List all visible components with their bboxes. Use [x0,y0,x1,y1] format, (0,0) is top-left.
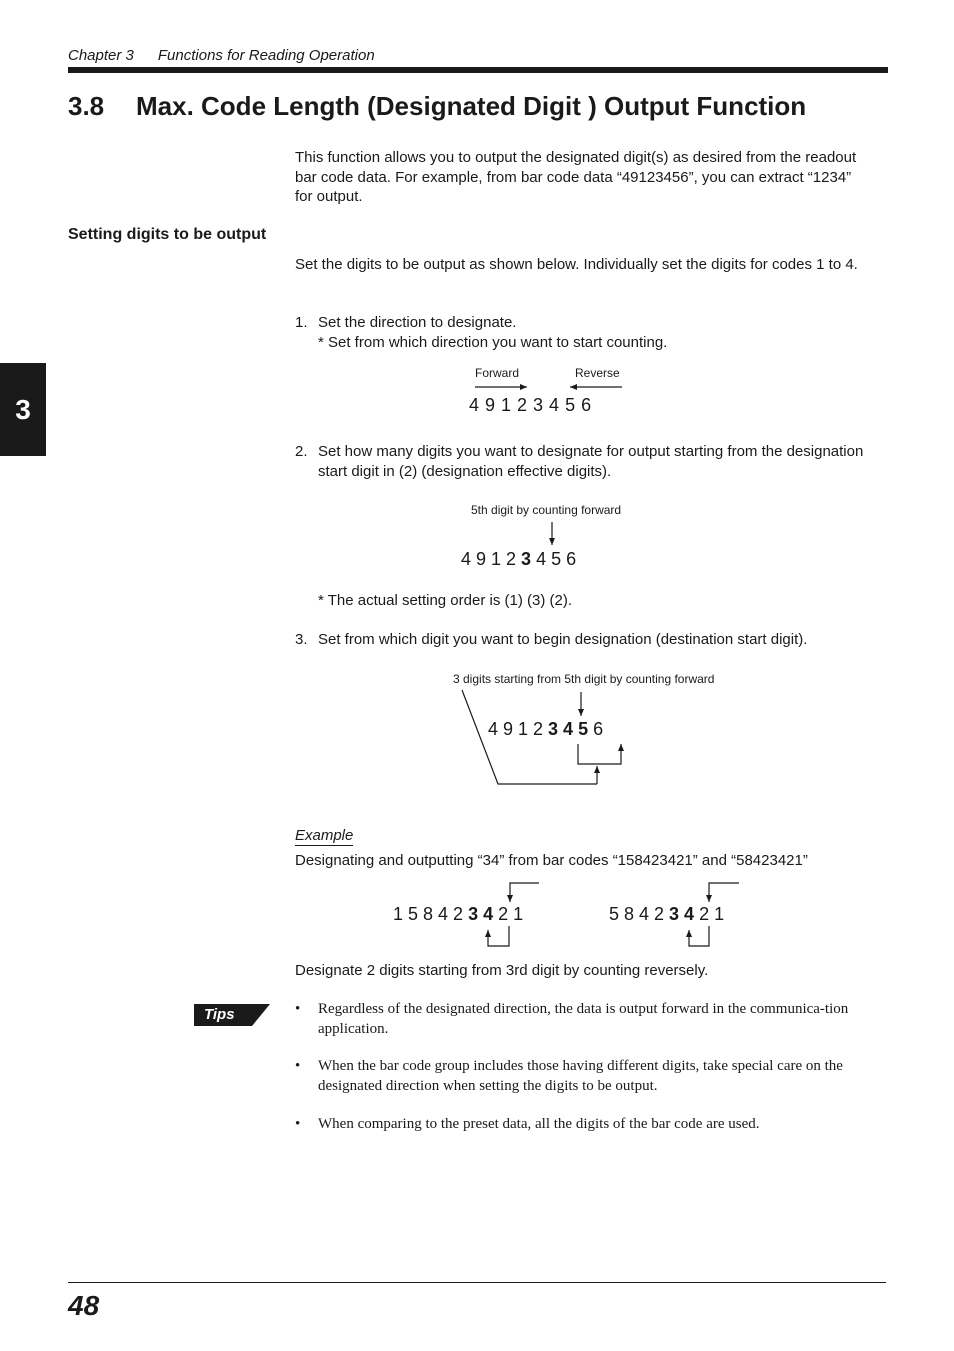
digits-plain: 1 5 8 4 2 [393,904,469,924]
tip-item [295,1000,875,1039]
digits-highlight: 3 4 5 [548,719,589,739]
digits-plain: 4 5 6 [531,549,577,569]
forward-label: Forward [475,366,520,380]
example-caption: Designate 2 digits starting from 3rd digit by counting reversely. [295,962,709,979]
digits-plain: 6 [588,719,604,739]
tip-text: When comparing to the preset data, all the digits of the bar code are used. [318,1116,760,1132]
tip-text: Regardless of the designated direction, the data is output forward in the communica-tion application. [318,1001,849,1037]
subheading: Setting digits to be output [68,226,267,243]
digits-plain: 2 1 [694,904,725,924]
range-arrow [709,883,739,902]
example-text: Designating and outputting “34” from bar codes “158423421” and “58423421” [295,852,808,869]
section-title-text: Max. Code Length (Designated Digit ) Output Function [136,91,807,121]
tips-label: Tips [204,1006,235,1023]
tip-item [295,1115,875,1135]
tip-text: When the bar code group includes those having different digits, take special care on the designated direction when setting the digits to be output. [318,1058,843,1094]
step-2 [295,442,885,481]
tips-badge [194,1004,270,1026]
example-code-2 [609,904,724,925]
step-text: Set from which digit you want to begin designation (destination start digit). [318,631,808,648]
range-bracket [689,926,709,946]
step-1 [295,313,885,352]
step-text: Set the direction to designate. [318,314,517,331]
diagram1-digits: 4 9 1 2 3 4 5 6 [469,395,592,415]
diagram2-digits [461,549,576,570]
step-number: 2. [295,443,308,460]
step-number: 1. [295,314,308,331]
range-bracket [578,744,621,764]
section-title [68,91,806,122]
intro-paragraph: This function allows you to output the designated digit(s) as desired from the readout bar code data. For example, from bar code data “49123456”, you can extract “1234” for output. [295,149,857,205]
step-note: * Set from which direction you want to start counting. [318,333,668,351]
chapter-tab: 3 [0,363,46,456]
digits-plain: 2 1 [493,904,524,924]
digits-plain: 5 8 4 2 [609,904,670,924]
bullet-dot: • [295,1058,301,1074]
header-rule [68,67,888,73]
page-number: 48 [68,1290,100,1321]
step-3 [295,630,885,650]
bullet-dot: • [295,1001,301,1017]
order-note: * The actual setting order is (1) (3) (2). [318,592,572,609]
example-code-1 [393,904,523,925]
bullet-dot: • [295,1116,301,1132]
digits-highlight: 3 4 [468,904,494,924]
step-number: 3. [295,631,308,648]
diagram3-label: 3 digits starting from 5th digit by counting forward [453,672,715,686]
running-header [68,47,375,64]
diagram3-digits [488,719,603,740]
footer-rule [68,1282,886,1283]
digits-highlight: 3 [521,549,532,569]
chapter-title: Functions for Reading Operation [157,47,375,64]
digits-plain: 4 9 1 2 [488,719,549,739]
step-text: Set how many digits you want to designate for output starting from the designation start digit in (2) (designation effective digits). [318,443,864,480]
reverse-label: Reverse [575,366,620,380]
setting-intro-paragraph: Set the digits to be output as shown below. Individually set the digits for codes 1 to 4. [295,256,858,273]
section-number: 3.8 [68,91,105,121]
range-arrow [510,883,539,902]
tip-item [295,1057,875,1096]
diagram2-label: 5th digit by counting forward [471,503,622,517]
range-bracket [488,926,509,946]
digits-highlight: 3 4 [669,904,695,924]
example-label: Example [295,827,354,844]
chapter-label: Chapter 3 [68,47,134,64]
digits-plain: 4 9 1 2 [461,549,522,569]
